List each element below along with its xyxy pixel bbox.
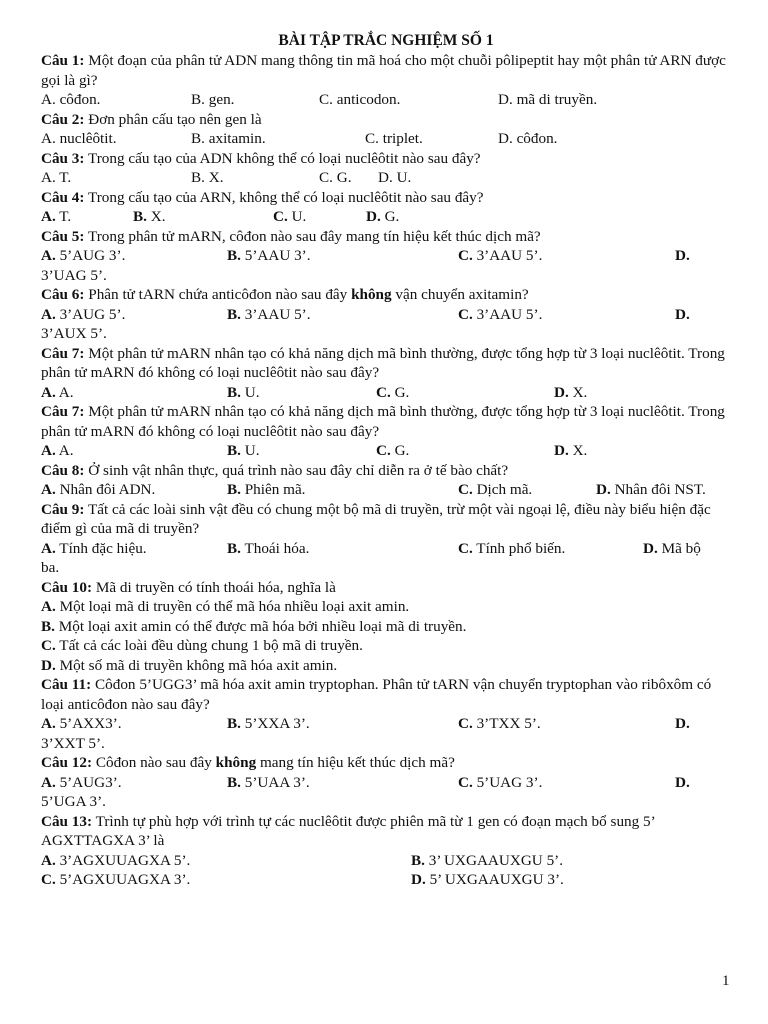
option-a[interactable] xyxy=(41,129,117,149)
option-letter: B. xyxy=(227,481,241,498)
option-b[interactable] xyxy=(191,90,234,110)
question-stem xyxy=(41,500,731,539)
question-text: Trong cấu tạo của ARN, không thể có loại nuclêôtit nào sau đây? xyxy=(88,188,484,206)
question-stem xyxy=(41,227,731,247)
question-text: Phân tử tARN chứa anticôđon nào sau đây xyxy=(88,286,352,303)
question-4 xyxy=(41,188,731,227)
option-letter: C. xyxy=(41,637,56,654)
option-a[interactable] xyxy=(41,383,74,403)
option-c[interactable] xyxy=(273,207,306,227)
option-letter: B. xyxy=(227,442,241,459)
option-letter: C. xyxy=(458,481,473,498)
option-letter: C. xyxy=(458,773,473,791)
option-a[interactable] xyxy=(41,305,125,325)
option-letter: B. xyxy=(227,539,241,557)
option-letter: A. xyxy=(41,598,56,615)
option-letter: C. xyxy=(376,442,391,459)
option-letter: D. xyxy=(554,383,569,401)
question-text: Một đoạn của phân tử ADN mang thông tin mã hoá cho một chuỗi pôlipeptit hay một phân tử ARN được gọi là gì? xyxy=(41,52,726,89)
question-11 xyxy=(41,578,731,676)
option-text: 3’ UXGAAUXGU 5’. xyxy=(424,851,564,869)
option-text: X. xyxy=(568,383,588,401)
option-letter: B. xyxy=(227,383,241,401)
option-b[interactable] xyxy=(227,714,310,734)
option-letter: D. xyxy=(378,169,393,186)
option-a[interactable] xyxy=(41,597,731,617)
option-continuation: 3’UAG 5’. xyxy=(41,266,107,284)
option-c[interactable] xyxy=(365,129,423,149)
option-row xyxy=(41,851,731,871)
option-letter: B. xyxy=(41,617,55,635)
option-text: Tính phổ biến. xyxy=(472,539,566,557)
option-letter: D. xyxy=(675,715,690,732)
question-text: Mã di truyền có tính thoái hóa, nghĩa là xyxy=(95,578,336,596)
option-text: 3’AAU 5’. xyxy=(240,305,311,323)
option-d[interactable] xyxy=(498,129,557,149)
question-label: Câu 8: xyxy=(41,461,85,479)
question-stem xyxy=(41,461,731,481)
option-b[interactable] xyxy=(227,480,305,500)
option-text: 5’ UXGAAUXGU 3’. xyxy=(425,871,564,888)
question-text: Trong cấu tạo của ADN không thể có loại nuclêôtit nào sau đây? xyxy=(88,149,481,167)
option-d[interactable] xyxy=(378,168,411,188)
option-text: côđon. xyxy=(55,91,101,108)
option-letter: C. xyxy=(458,715,473,732)
option-row xyxy=(41,480,731,500)
option-letter: C. xyxy=(376,383,391,401)
question-text: Đơn phân cấu tạo nên gen là xyxy=(88,110,262,128)
question-9 xyxy=(41,461,731,500)
option-a[interactable] xyxy=(41,714,122,734)
question-stem xyxy=(41,344,731,383)
question-label: Câu 6: xyxy=(41,286,85,303)
option-b[interactable] xyxy=(227,305,311,325)
option-text: A. xyxy=(55,442,74,459)
option-letter: C. xyxy=(319,169,333,186)
option-text: mã di truyền. xyxy=(512,91,598,108)
question-list xyxy=(41,51,731,890)
option-a[interactable] xyxy=(41,773,122,793)
option-d[interactable] xyxy=(675,305,690,325)
question-13 xyxy=(41,753,731,812)
option-row xyxy=(41,168,731,188)
option-a[interactable] xyxy=(41,539,147,559)
question-8 xyxy=(41,402,731,461)
option-a[interactable] xyxy=(41,480,155,500)
option-row xyxy=(41,383,731,403)
option-text: X. xyxy=(204,169,224,186)
option-text: 5’UAA 3’. xyxy=(240,773,310,791)
option-text: U. xyxy=(240,383,260,401)
option-row xyxy=(41,246,731,266)
option-a[interactable] xyxy=(41,851,190,871)
option-row xyxy=(41,714,731,734)
question-text: Một phân tử mARN nhân tạo có khả năng dịch mã bình thường, được tổng hợp từ 3 loại nuclêôtit. Trong phân tử mARN đó không có loại nuclêôtit nào sau đây? xyxy=(41,344,725,381)
option-letter: B. xyxy=(191,169,205,186)
question-text: Trình tự phù hợp với trình tự các nuclêôtit được phiên mã từ 1 gen có đoạn mạch bổ sung 5’ AGXTTAGXA 3’ là xyxy=(41,812,655,849)
option-letter: D. xyxy=(675,247,690,264)
option-row xyxy=(41,207,731,227)
option-text: anticodon. xyxy=(332,91,401,108)
option-text: 3’AGXUUAGXA 5’. xyxy=(55,851,191,869)
option-b[interactable] xyxy=(227,246,311,266)
option-d[interactable] xyxy=(498,90,597,110)
option-d[interactable] xyxy=(366,207,399,227)
question-12 xyxy=(41,675,731,753)
question-label: Câu 7: xyxy=(41,403,85,420)
option-c[interactable] xyxy=(376,383,409,403)
option-text: Một số mã di truyền không mã hóa axit amin. xyxy=(55,656,338,674)
question-label: Câu 9: xyxy=(41,500,85,518)
question-14 xyxy=(41,812,731,890)
page-title: BÀI TẬP TRẮC NGHIỆM SỐ 1 xyxy=(278,32,494,49)
option-c[interactable] xyxy=(319,90,400,110)
question-text: Trong phân tử mARN, côđon nào sau đây mang tín hiệu kết thúc dịch mã? xyxy=(88,227,541,245)
option-text: 5’XXA 3’. xyxy=(240,715,310,732)
option-letter: A. xyxy=(41,130,56,147)
question-label: Câu 2: xyxy=(41,110,85,128)
option-row xyxy=(41,305,731,325)
option-row xyxy=(41,773,731,793)
option-letter: C. xyxy=(458,539,473,557)
option-text: Một loại axit amin có thể được mã hóa bởi nhiều loại mã di truyền. xyxy=(54,617,467,635)
question-text: Côđon 5’UGG3’ mã hóa axit amin tryptophan. Phân tử tARN vận chuyển tryptophan vào ribôxôm có loại anticôđon nào sau đây? xyxy=(41,676,712,713)
option-b[interactable] xyxy=(133,207,166,227)
question-10 xyxy=(41,500,731,578)
question-3 xyxy=(41,149,731,188)
option-letter: C. xyxy=(319,91,333,108)
option-letter: C. xyxy=(458,305,473,323)
option-letter: A. xyxy=(41,539,56,557)
option-row xyxy=(41,441,731,461)
option-text: T. xyxy=(55,169,72,186)
option-b[interactable] xyxy=(191,168,224,188)
option-continuation: 3’AUX 5’. xyxy=(41,325,107,342)
option-text: Một loại mã di truyền có thể mã hóa nhiều loại axit amin. xyxy=(55,598,410,615)
option-a[interactable] xyxy=(41,207,71,227)
option-b[interactable] xyxy=(41,617,731,637)
question-6 xyxy=(41,285,731,344)
option-letter: D. xyxy=(675,773,690,791)
question-text: Ở sinh vật nhân thực, quá trình nào sau đây chỉ diễn ra ở tế bào chất? xyxy=(88,461,509,479)
option-text: gen. xyxy=(204,91,235,108)
option-b[interactable] xyxy=(227,539,309,559)
question-text: Côđon nào sau đây xyxy=(95,754,216,771)
option-text: 5’AXX3’. xyxy=(55,715,122,732)
document-page xyxy=(41,31,731,890)
option-c[interactable] xyxy=(41,870,190,890)
option-b[interactable] xyxy=(227,441,260,461)
option-c[interactable] xyxy=(319,168,352,188)
question-stem xyxy=(41,812,731,851)
option-d[interactable] xyxy=(41,656,731,676)
option-letter: A. xyxy=(41,383,56,401)
question-stem xyxy=(41,285,731,305)
option-continuation: ba. xyxy=(41,559,60,576)
option-text: côđon. xyxy=(512,130,558,147)
option-text: 5’UAG 3’. xyxy=(472,773,543,791)
option-d[interactable] xyxy=(554,441,587,461)
question-1 xyxy=(41,51,731,110)
option-row xyxy=(41,870,731,890)
option-text: 3’AAU 5’. xyxy=(472,305,543,323)
option-text: 3’TXX 5’. xyxy=(472,715,541,732)
option-b[interactable] xyxy=(227,773,310,793)
option-letter: B. xyxy=(191,130,205,147)
option-letter: D. xyxy=(554,442,569,459)
option-letter: D. xyxy=(498,91,513,108)
option-c[interactable] xyxy=(458,480,532,500)
option-text: Thoái hóa. xyxy=(240,539,310,557)
question-keyword: không xyxy=(215,754,257,771)
question-label: Câu 10: xyxy=(41,578,93,596)
option-text: Tính đặc hiệu. xyxy=(55,539,147,557)
question-label: Câu 7: xyxy=(41,344,85,362)
option-b[interactable] xyxy=(191,129,266,149)
option-text: Mã bộ xyxy=(657,539,701,557)
question-stem xyxy=(41,110,731,130)
option-letter: D. xyxy=(498,130,513,147)
option-continuation: 3’XXT 5’. xyxy=(41,734,105,752)
option-letter: B. xyxy=(227,773,241,791)
option-c[interactable] xyxy=(458,305,542,325)
option-letter: B. xyxy=(191,91,205,108)
question-stem xyxy=(41,402,731,441)
option-letter: D. xyxy=(596,481,611,498)
option-letter: A. xyxy=(41,91,56,108)
option-text: G. xyxy=(332,169,352,186)
option-c[interactable] xyxy=(458,773,542,793)
option-c[interactable] xyxy=(458,714,541,734)
question-stem xyxy=(41,675,731,714)
question-5 xyxy=(41,227,731,286)
option-row xyxy=(41,90,731,110)
page-number: 1 xyxy=(722,973,730,989)
option-text: Phiên mã. xyxy=(240,481,306,498)
question-stem xyxy=(41,578,731,598)
option-c[interactable] xyxy=(376,441,409,461)
question-2 xyxy=(41,110,731,149)
question-label: Câu 13: xyxy=(41,812,93,830)
option-text: nuclêôtit. xyxy=(55,130,117,147)
option-letter: A. xyxy=(41,773,56,791)
option-letter: C. xyxy=(365,130,379,147)
option-text: Dịch mã. xyxy=(472,481,533,498)
option-letter: B. xyxy=(227,247,241,264)
option-b[interactable] xyxy=(227,383,260,403)
option-text: triplet. xyxy=(378,130,423,147)
option-letter: B. xyxy=(411,851,425,869)
option-text: G. xyxy=(390,442,410,459)
option-letter: C. xyxy=(273,208,288,225)
option-letter: D. xyxy=(675,305,690,323)
option-text: 5’AUG 3’. xyxy=(55,247,126,264)
option-letter: A. xyxy=(41,247,56,264)
question-stem xyxy=(41,753,731,773)
option-letter: C. xyxy=(41,871,56,888)
question-stem xyxy=(41,188,731,208)
question-label: Câu 3: xyxy=(41,149,85,167)
option-text: A. xyxy=(55,383,74,401)
question-label: Câu 5: xyxy=(41,227,85,245)
option-letter: B. xyxy=(227,305,241,323)
question-label: Câu 4: xyxy=(41,188,85,206)
option-a[interactable] xyxy=(41,168,71,188)
option-letter: B. xyxy=(133,208,147,225)
option-row xyxy=(41,539,731,559)
option-continuation: 5’UGA 3’. xyxy=(41,793,106,810)
option-text: T. xyxy=(55,208,72,225)
option-text: U. xyxy=(240,442,260,459)
option-text: 5’AAU 3’. xyxy=(240,247,311,264)
question-label: Câu 12: xyxy=(41,754,93,771)
question-stem xyxy=(41,149,731,169)
option-d[interactable] xyxy=(675,246,690,266)
option-d[interactable] xyxy=(596,480,706,500)
option-letter: D. xyxy=(366,208,381,225)
option-letter: D. xyxy=(411,871,426,888)
question-label: Câu 1: xyxy=(41,52,85,69)
question-stem xyxy=(41,51,731,90)
option-text: Nhân đôi ADN. xyxy=(55,481,156,498)
option-c[interactable] xyxy=(458,246,542,266)
option-c[interactable] xyxy=(41,636,731,656)
question-text: mang tín hiệu kết thúc dịch mã? xyxy=(256,754,455,771)
option-text: X. xyxy=(568,442,588,459)
option-text: X. xyxy=(146,208,166,225)
option-a[interactable] xyxy=(41,441,74,461)
option-d[interactable] xyxy=(675,773,690,793)
option-text: 3’AAU 5’. xyxy=(472,247,543,264)
question-text: Một phân tử mARN nhân tạo có khả năng dịch mã bình thường, được tổng hợp từ 3 loại nuclêôtit. Trong phân tử mARN đó không có loại nuclêôtit nào sau đây? xyxy=(41,403,725,440)
option-letter: D. xyxy=(643,539,658,557)
option-letter: B. xyxy=(227,715,241,732)
option-letter: A. xyxy=(41,208,56,225)
option-a[interactable] xyxy=(41,90,100,110)
option-text: U. xyxy=(392,169,412,186)
option-text: G. xyxy=(390,383,410,401)
option-d[interactable] xyxy=(643,539,701,559)
option-text: Tất cả các loài đều dùng chung 1 bộ mã di truyền. xyxy=(55,637,363,654)
option-letter: A. xyxy=(41,305,56,323)
option-text: 5’AUG3’. xyxy=(55,773,122,791)
option-letter: A. xyxy=(41,442,56,459)
option-letter: D. xyxy=(41,656,56,674)
option-text: axitamin. xyxy=(204,130,266,147)
option-c[interactable] xyxy=(458,539,565,559)
option-letter: A. xyxy=(41,715,56,732)
option-letter: A. xyxy=(41,851,56,869)
option-text: G. xyxy=(380,208,400,225)
option-row xyxy=(41,129,731,149)
option-a[interactable] xyxy=(41,246,125,266)
option-letter: A. xyxy=(41,481,56,498)
option-b[interactable] xyxy=(411,851,563,871)
option-text: U. xyxy=(287,208,307,225)
option-letter: C. xyxy=(458,247,473,264)
option-letter: A. xyxy=(41,169,56,186)
question-keyword: không xyxy=(351,286,392,303)
question-7 xyxy=(41,344,731,403)
option-text: Nhân đôi NST. xyxy=(610,481,706,498)
question-text: vận chuyển axitamin? xyxy=(391,286,529,303)
option-text: 3’AUG 5’. xyxy=(55,305,126,323)
option-d[interactable] xyxy=(554,383,587,403)
question-label: Câu 11: xyxy=(41,676,92,693)
question-text: Tất cả các loài sinh vật đều có chung một bộ mã di truyền, trừ một vài ngoại lệ, điều này biểu hiện đặc điểm gì của mã di truyền? xyxy=(41,500,711,537)
option-text: 5’AGXUUAGXA 3’. xyxy=(55,871,191,888)
option-d[interactable] xyxy=(411,870,564,890)
option-d[interactable] xyxy=(675,714,690,734)
